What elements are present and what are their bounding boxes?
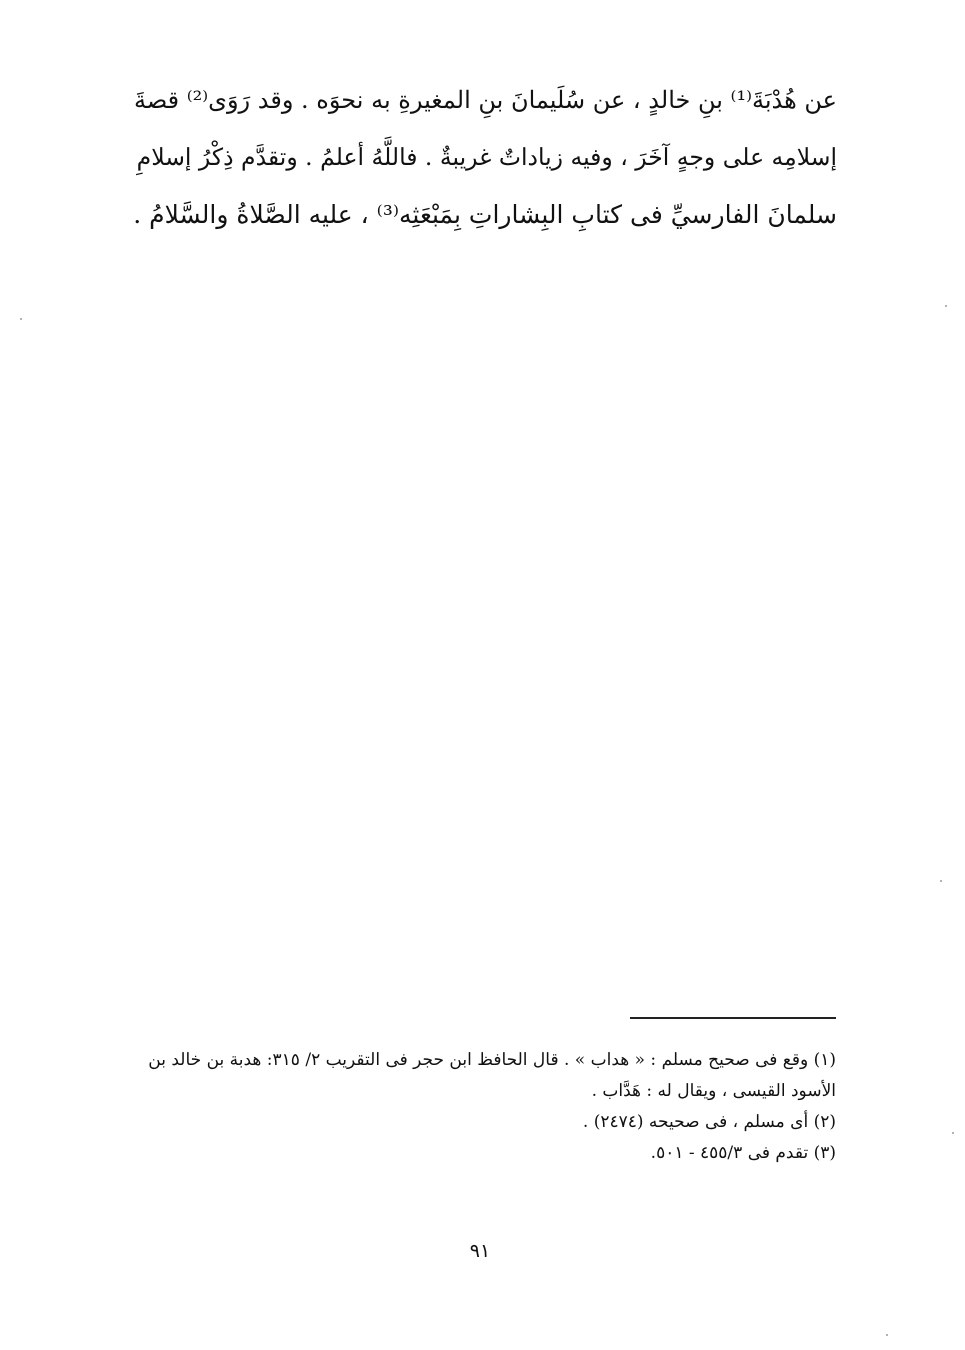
footnote-line: الأسود القيسى ، ويقال له : هَدَّاب . [591, 1081, 836, 1101]
scan-speck [940, 880, 942, 882]
main-text-line: عن هُدْبَةَ⁽¹⁾ بنِ خالدٍ ، عن سُلَيمانَ بنِ المغيرةِ به نحوَه . وقد رَوَى⁽²⁾ قصةَ [133, 86, 837, 114]
footnote-line: (١) وقع فى صحيح مسلم : « هداب » . قال الحافظ ابن حجر فى التقريب ٢/ ٣١٥: هدبة بن خالد بن [148, 1050, 836, 1070]
main-text-block [125, 72, 837, 243]
scan-speck [945, 305, 947, 307]
footnote-line: (٣) تقدم فى ٤٥٥/٣ - ٥٠١. [650, 1143, 836, 1163]
scan-speck [886, 1334, 888, 1336]
footnote-separator [630, 1017, 836, 1019]
main-text-line: سلمانَ الفارسيِّ فى كتابِ البِشاراتِ بِمَبْعَثِه⁽³⁾ ، عليه الصَّلاةُ والسَّلامُ . [133, 200, 837, 229]
main-text-line: إسلامِه على وجهٍ آخَرَ ، وفيه زياداتٌ غريبةٌ . فاللَّهُ أعلمُ . وتقدَّم ذِكْرُ إسلامِ [136, 143, 837, 171]
page-number: ٩١ [469, 1240, 491, 1262]
scan-speck [952, 1132, 954, 1134]
scan-speck [20, 318, 22, 320]
footnote-line: (٢) أى مسلم ، فى صحيحه (٢٤٧٤) . [582, 1112, 836, 1132]
footnotes-block [128, 1045, 836, 1169]
